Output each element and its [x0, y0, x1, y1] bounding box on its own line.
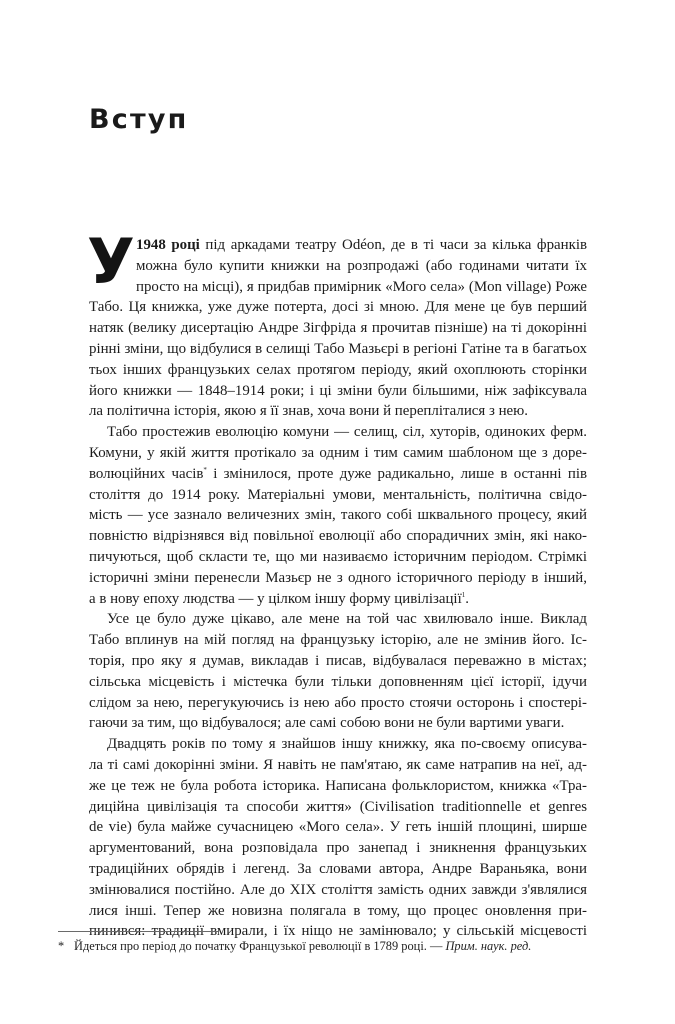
text-line-content: Двадцять років по тому я знайшов іншу книжку, яка по-своєму описува-: [107, 736, 587, 753]
text-line-content: століття до 1914 року. Матеріальні умови, ментальність, політична свідо-: [89, 486, 587, 503]
text-line: [89, 609, 587, 630]
footnote-separator: [58, 931, 218, 932]
text-line: [89, 776, 587, 797]
text-line-content: мість — усе зазнало величезних змін, такого собі шквального процесу, який: [89, 507, 587, 524]
text-line: [89, 256, 587, 277]
text-line-content: під аркадами театру Odéon, де в ті часи за кілька франків: [199, 237, 587, 253]
text-line-content: його книжки — 1848–1914 роки; і ці зміни були більшими, ніж зафіксувала: [89, 382, 587, 399]
text-line-content: аргументований, вона розповідала про занепад і зникнення французьких: [89, 840, 587, 857]
text-line: [89, 381, 587, 402]
text-line: [89, 297, 587, 318]
text-line-content: волюційних часів: [89, 465, 204, 482]
footnote: [58, 938, 598, 954]
text-line-content: Табо. Ця книжка, уже дуже потерта, досі зі мною. Для мене це був перший: [89, 299, 587, 316]
text-line-content: просто на місці), я придбав примірник «Мого села» (Mon village) Роже: [136, 278, 587, 295]
text-line: [89, 734, 587, 755]
text-line: [89, 630, 587, 651]
text-line: [89, 797, 587, 818]
text-line-content: лися інші. Тепер же новизна полягала в тому, що процес оновлення при-: [89, 902, 587, 919]
text-line-content: пинився: традиції вмирали, і їх ніщо не замінювало; у сільській місцевості: [89, 923, 587, 940]
text-line: [89, 568, 587, 589]
text-line: [89, 401, 587, 422]
text-line: [89, 901, 587, 922]
text-line-content: натяк (велику дисертацію Андре Зігфріда я прочитав пізніше) на ті докорінні: [89, 320, 587, 337]
footnote-reference: 1: [461, 590, 466, 599]
text-line-content: можна було купити книжки на розпродажі (або годинами читати їх: [136, 257, 587, 274]
text-line-content: Комуни, у якій життя протікало за одним і тим самим шаблоном ще з доре-: [89, 444, 587, 461]
text-line: [89, 339, 587, 360]
text-line-content: гаючи за тим, що відбувалося; але самі собою вони не були вартими уваги.: [89, 715, 565, 732]
text-line: [89, 547, 587, 568]
text-line-content: же це теж не була робота історика. Написана фольклористом, книжка «Тра-: [89, 777, 587, 794]
text-line-continuation: і змінилося, проте дуже радикально, лише в останні пів: [206, 465, 587, 482]
text-line: [89, 651, 587, 672]
lead-in-bold: 1948 році: [136, 237, 200, 253]
text-line: [89, 443, 587, 464]
text-line: [89, 464, 587, 485]
text-line: [89, 485, 587, 506]
text-line-content: диційна цивілізація та способи життя» (Civilisation traditionnelle et genres: [89, 798, 587, 815]
text-line: [89, 755, 587, 776]
text-line: [89, 693, 587, 714]
text-line-content: традиційних обрядів і легенд. За словами автора, Андре Вараньяка, вони: [89, 860, 587, 877]
text-line: [89, 672, 587, 693]
text-line-content: ла ті самі докорінні зміни. Я навіть не пам'ятаю, як саме натрапив на неї, ад-: [89, 756, 587, 773]
text-line-content: торія, про яку я думав, викладав і писав, відбувалася переважно в містах;: [89, 652, 587, 669]
text-line-content: змінювалися постійно. Але до XIX століття замість одних завжди з'являлися: [89, 881, 587, 898]
drop-cap: У: [87, 225, 135, 298]
text-line: [89, 422, 587, 443]
text-line-content: рінні зміни, що відбулися в селищі Табо Мазьєрі в регіоні Гатіне та в багатьох: [89, 340, 587, 357]
text-line: [89, 505, 587, 526]
text-line: [89, 838, 587, 859]
text-line: [89, 526, 587, 547]
text-line: [89, 589, 587, 610]
text-line-content: тьох інших французьких селах протягом періоду, який охоплюють сторінки: [89, 361, 587, 378]
text-line: [89, 880, 587, 901]
text-line: [89, 360, 587, 381]
text-line-content: повністю відрізнявся від повільної еволюції або спорадичних змін, які нако-: [89, 528, 587, 545]
footnote-editor-note: Прим. наук. ред.: [445, 939, 532, 953]
footnote-marker: *: [58, 939, 65, 953]
text-line-content: а в нову епоху людства — у цілком іншу форму цивілізації: [89, 590, 462, 607]
text-line-content: пичуються, щоб скласти те, що ми називаємо історичним періодом. Стрімкі: [89, 548, 587, 565]
text-line-content: Табо вплинув на мій погляд на французьку історію, але не змінив його. Іс-: [89, 632, 587, 649]
text-line-content: історичні зміни перенесли Мазьєр не з одного історичного періоду в інший,: [89, 569, 587, 586]
footnote-text: Йдеться про період до початку Французької революції в 1789 році. —: [74, 939, 446, 953]
text-line-content: ла політична історія, якою я її знав, хоча вони й перепліталися з нею.: [89, 403, 529, 420]
body-text: [87, 225, 587, 942]
text-line: [89, 235, 587, 256]
text-line: [89, 318, 587, 339]
text-line-continuation: .: [465, 590, 469, 607]
text-line: [89, 817, 587, 838]
text-line: [89, 277, 587, 298]
text-line-content: слідом за нею, перегукуючись із нею або просто стоячи осторонь і спостері-: [89, 694, 587, 711]
footnote-reference: *: [203, 465, 207, 474]
text-line-content: Табо простежив еволюцію комуни — селищ, сіл, хуторів, одиноких ферм.: [107, 424, 587, 441]
text-line: [89, 859, 587, 880]
text-line: [89, 713, 587, 734]
chapter-title: Вступ: [89, 104, 189, 135]
text-line-content: Усе це було дуже цікаво, але мене на той час хвилювало інше. Виклад: [107, 611, 587, 628]
text-line-content: сільська місцевість і містечка були тільки доповненням цієї історії, ідучи: [89, 673, 587, 690]
text-line-content: de vie) була майже сучасницею «Мого села». У геть іншій площині, ширше: [89, 819, 587, 836]
